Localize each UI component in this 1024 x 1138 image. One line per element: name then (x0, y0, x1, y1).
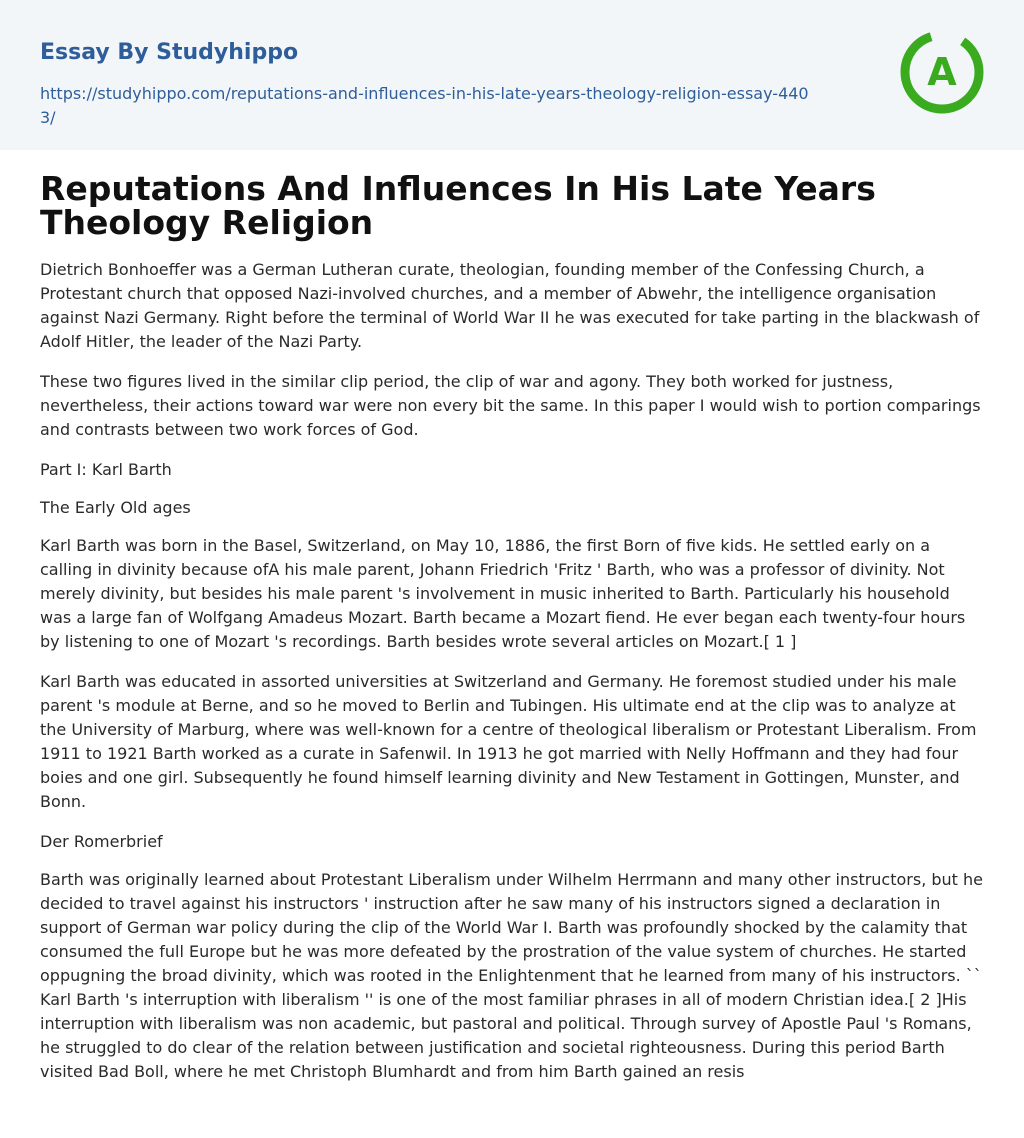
section-heading: Part I: Karl Barth (40, 460, 172, 479)
essay-paragraph: These two figures lived in the similar clip period, the clip of war and agony. They both worked for justness, nevertheless, their actions toward war were non every bit the same. In this paper I would wish to portion comparings and contrasts between two work forces of God. (40, 372, 981, 439)
studyhippo-logo-icon[interactable] (898, 28, 986, 116)
essay-paragraph: Barth was originally learned about Protestant Liberalism under Wilhelm Herrmann and many other instructors, but he decided to travel against his instructors ' instruction after he saw many of his instructors signed a declaration in support of German war policy during the clip of the World War I. Barth was profoundly shocked by the calamity that consumed the full Europe but he was more defeated by the prostration of the value system of churches. He started oppugning the broad divinity, which was rooted in the Enlightenment that he learned from many of his instructors. `` Karl Barth 's interruption with liberalism '' is one of the most familiar phrases in all of modern Christian idea.[ 2 ]His interruption with liberalism was non academic, but pastoral and political. Through survey of Apostle Paul 's Romans, he struggled to do clear of the relation between justification and societal righteousness. During this period Barth visited Bad Boll, where he met Christoph Blumhardt and from him Barth gained an resis (40, 870, 984, 1081)
section-subheading: The Early Old ages (40, 498, 191, 517)
section-subheading: Der Romerbrief (40, 832, 163, 851)
logo-letter: A (927, 50, 957, 94)
essay-paragraph: Dietrich Bonhoeffer was a German Lutheran curate, theologian, founding member of the Confessing Church, a Protestant church that opposed Nazi-involved churches, and a member of Abwehr, the intelligence organisation against Nazi Germany. Right before the terminal of World War II he was executed for take parting in the blackwash of Adolf Hitler, the leader of the Nazi Party. (40, 260, 980, 351)
essay-content (0, 169, 1024, 1084)
essay-title: Reputations And Influences In His Late Years Theology Religion (40, 169, 876, 242)
site-title[interactable]: Essay By Studyhippo (40, 40, 299, 65)
essay-paragraph: Karl Barth was educated in assorted universities at Switzerland and Germany. He foremost studied under his male parent 's module at Berne, and so he moved to Berlin and Tubingen. His ultimate end at the clip was to analyze at the University of Marburg, where was well-known for a centre of theological liberalism or Protestant Liberalism. From 1911 to 1921 Barth worked as a curate in Safenwil. In 1913 he got married with Nelly Hoffmann and they had four boies and one girl. Subsequently he found himself learning divinity and New Testament in Gottingen, Munster, and Bonn. (40, 672, 977, 811)
essay-paragraph: Karl Barth was born in the Basel, Switzerland, on May 10, 1886, the first Born of five kids. He settled early on a calling in divinity because ofA his male parent, Johann Friedrich 'Fritz ' Barth, who was a professor of divinity. Not merely divinity, but besides his male parent 's involvement in music inherited to Barth. Particularly his household was a large fan of Wolfgang Amadeus Mozart. Barth became a Mozart fiend. He ever began each twenty-four hours by listening to one of Mozart 's recordings. Barth besides wrote several articles on Mozart.[ 1 ] (40, 536, 966, 651)
source-url-link[interactable]: https://studyhippo.com/reputations-and-influences-in-his-late-years-theology-religion-essay-4403/ (40, 84, 809, 127)
page-header (0, 0, 1024, 150)
